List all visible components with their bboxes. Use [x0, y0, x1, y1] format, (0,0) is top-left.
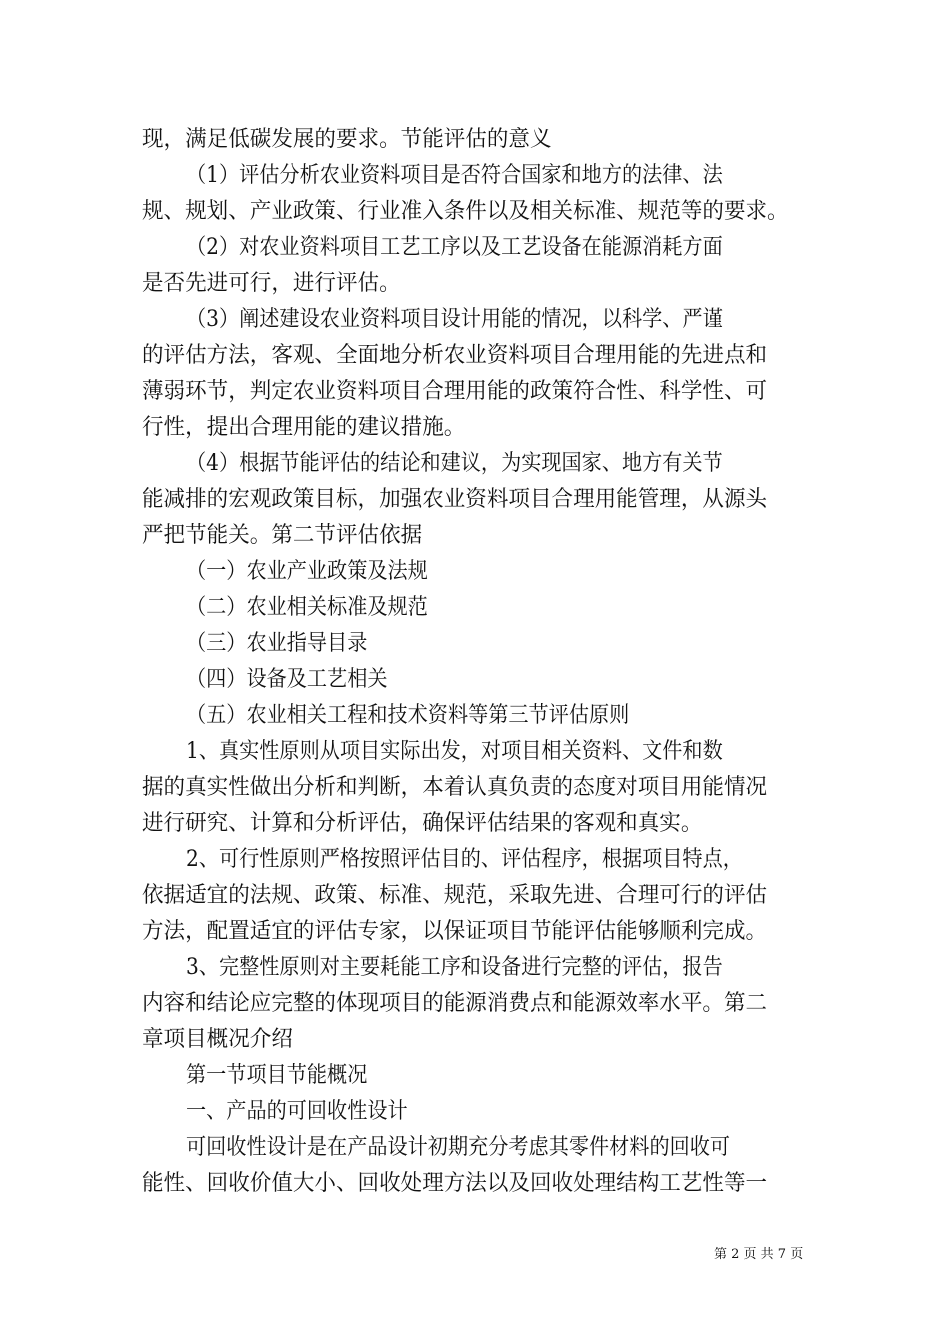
text-line: 规、规划、产业政策、行业准入条件以及相关标准、规范等的要求。 — [142, 199, 789, 224]
text-line: 据的真实性做出分析和判断，本着认真负责的态度对项目用能情况 — [142, 775, 768, 800]
text-line: （三）农业指导目录 — [186, 631, 368, 656]
text-line: （1）评估分析农业资料项目是否符合国家和地方的法律、法 — [186, 163, 723, 188]
page-number-footer: 第 2 页 共 7 页 — [714, 1247, 804, 1262]
text-line: （4）根据节能评估的结论和建议，为实现国家、地方有关节 — [186, 451, 723, 476]
text-line: 能减排的宏观政策目标，加强农业资料项目合理用能管理，从源头 — [142, 487, 768, 512]
text-line: 严把节能关。第二节评估依据 — [142, 523, 423, 548]
text-line: 现，满足低碳发展的要求。节能评估的意义 — [142, 127, 552, 152]
text-line: 章项目概况介绍 — [142, 1027, 293, 1052]
text-line: 1、真实性原则从项目实际出发，对项目相关资料、文件和数 — [186, 739, 723, 764]
text-line: （二）农业相关标准及规范 — [186, 595, 428, 620]
text-line: 薄弱环节，判定农业资料项目合理用能的政策符合性、科学性、可 — [142, 379, 768, 404]
text-line: 依据适宜的法规、政策、标准、规范，采取先进、合理可行的评估 — [142, 883, 768, 908]
text-line: 行性，提出合理用能的建议措施。 — [142, 415, 466, 440]
text-line: 内容和结论应完整的体现项目的能源消费点和能源效率水平。第二 — [142, 991, 768, 1016]
text-line: 是否先进可行，进行评估。 — [142, 271, 401, 296]
text-line: （一）农业产业政策及法规 — [186, 559, 428, 584]
text-line: 2、可行性原则严格按照评估目的、评估程序，根据项目特点， — [186, 847, 743, 872]
text-line: （3）阐述建设农业资料项目设计用能的情况，以科学、严谨 — [186, 307, 723, 332]
text-line: 一、产品的可回收性设计 — [186, 1099, 408, 1124]
text-line: 能性、回收价值大小、回收处理方法以及回收处理结构工艺性等一 — [142, 1171, 768, 1196]
text-line: 第一节项目节能概况 — [186, 1063, 368, 1088]
text-line: 方法，配置适宜的评估专家，以保证项目节能评估能够顺利完成。 — [142, 919, 768, 944]
text-line: （四）设备及工艺相关 — [186, 667, 388, 692]
text-line: （2）对农业资料项目工艺工序以及工艺设备在能源消耗方面 — [186, 235, 723, 260]
text-line: 的评估方法，客观、全面地分析农业资料项目合理用能的先进点和 — [142, 343, 768, 368]
text-line: 可回收性设计是在产品设计初期充分考虑其零件材料的回收可 — [186, 1135, 731, 1160]
text-line: 3、完整性原则对主要耗能工序和设备进行完整的评估，报告 — [186, 955, 723, 980]
text-line: 进行研究、计算和分析评估，确保评估结果的客观和真实。 — [142, 811, 703, 836]
text-line: （五）农业相关工程和技术资料等第三节评估原则 — [186, 703, 630, 728]
